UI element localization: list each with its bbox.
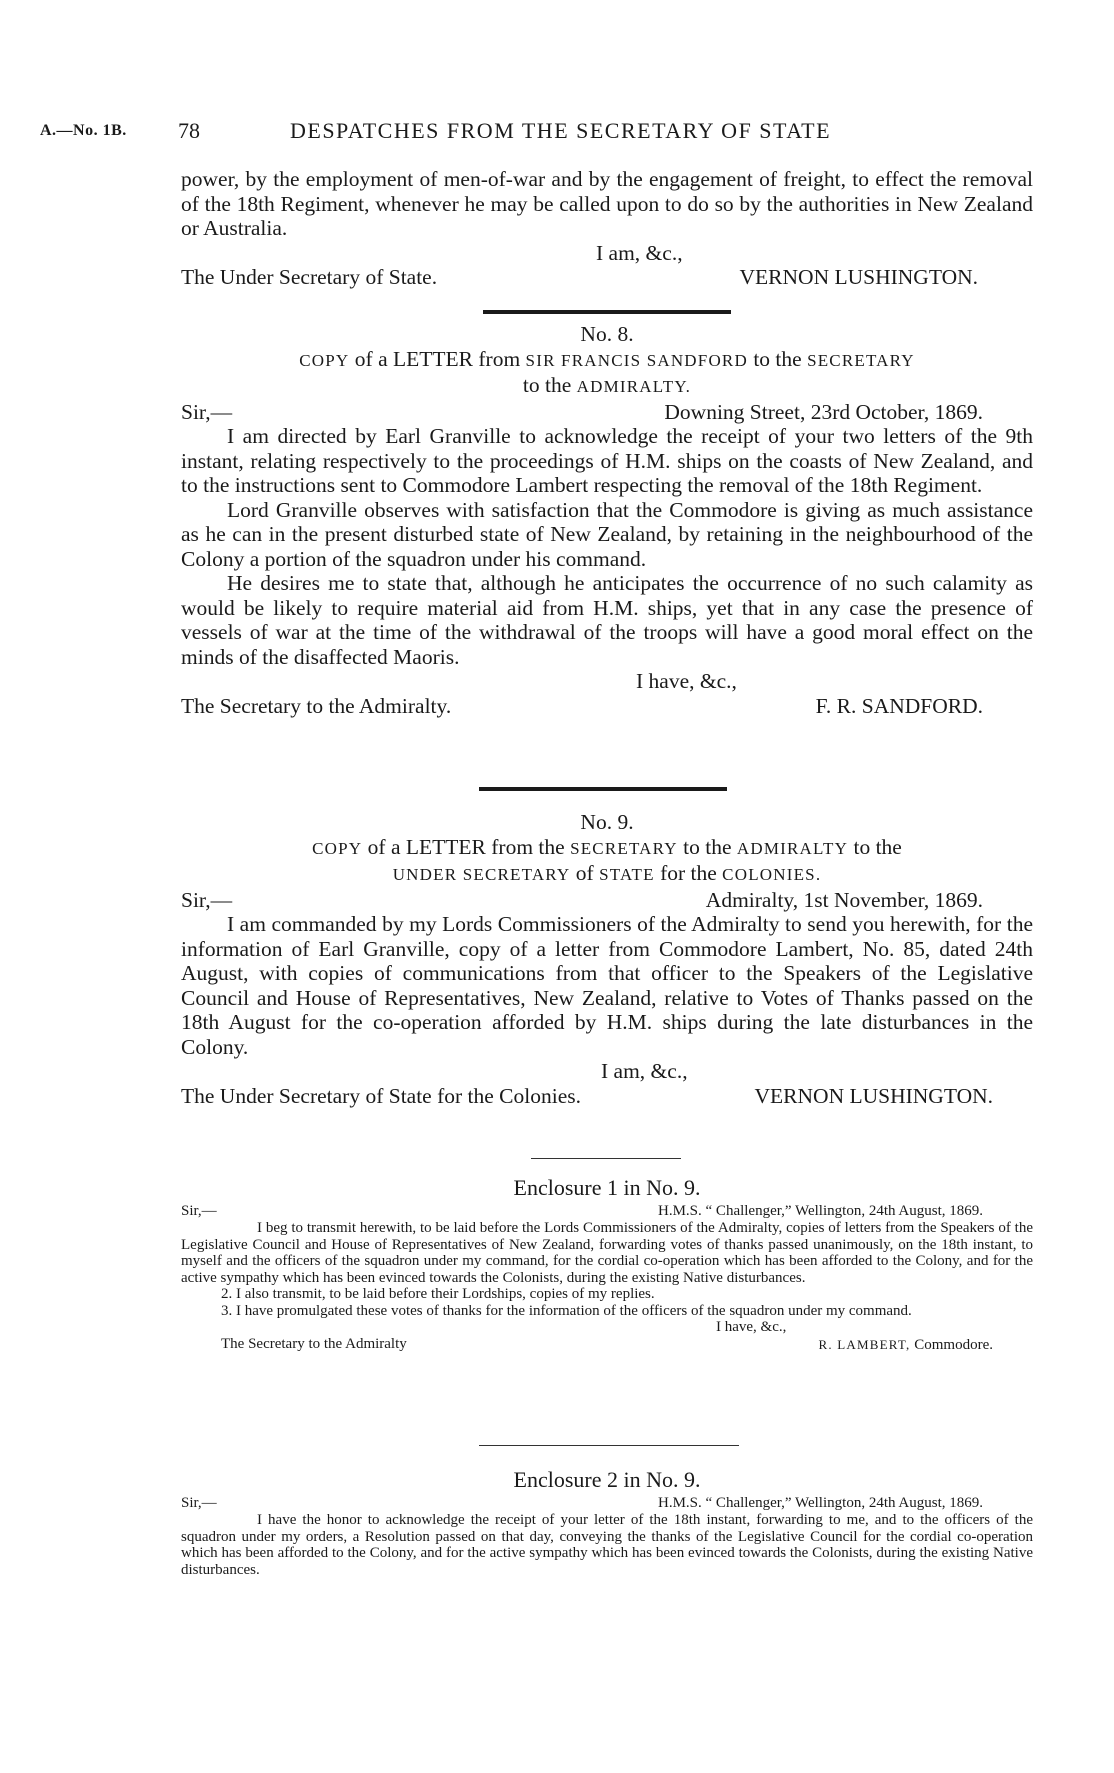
letter-number: No. 9. bbox=[580, 810, 634, 834]
document-reference: A.—No. 1B. bbox=[40, 122, 127, 139]
running-title: DESPATCHES FROM THE SECRETARY OF STATE bbox=[290, 118, 832, 143]
paragraph: He desires me to state that, although he anticipates the occurrence of no such calamity as would be likely to require material aid from H.M. ships, yet that in any case the presence of vessels of war at the time of the withdrawal of the troops will have a good moral effect on the minds of the disaffected Maoris. bbox=[181, 571, 1033, 669]
salutation-line bbox=[181, 888, 1033, 913]
letter-no-8 bbox=[181, 322, 1033, 718]
paragraph: Lord Granville observes with satisfaction that the Commodore is giving as much assistance as he can in the present disturbed state of New Zealand, by retaining in the neighbourhood of the Colony a portion of the squadron under his command. bbox=[181, 497, 1033, 571]
paragraph: I am commanded by my Lords Commissioners of the Admiralty to send you herewith, for the information of Earl Granville, copy of a letter from Commodore Lambert, No. 85, dated 24th August, with copies of communications from that officer to the Speakers of the Legislative Council and House of Representatives, New Zealand, relative to Votes of Thanks passed on the 18th August for the co-operation afforded by H.M. ships during the late disturbances in the Colony. bbox=[181, 912, 1033, 1059]
place-date: Admiralty, 1st November, 1869. bbox=[705, 887, 983, 912]
signature: VERNON LUSHINGTON. bbox=[754, 1083, 993, 1108]
continuation-paragraph: power, by the employment of men-of-war and by the engagement of freight, to effect the removal of the 18th Regiment, whenever he may be called upon to do so by the authorities in New Zealand or Australia. bbox=[181, 167, 1033, 240]
section-divider bbox=[0, 787, 1114, 791]
section-divider bbox=[0, 310, 1114, 314]
signature: VERNON LUSHINGTON. bbox=[739, 265, 978, 289]
addressee: The Under Secretary of State. bbox=[181, 265, 438, 289]
addressee: The Secretary to the Admiralty bbox=[221, 1336, 407, 1352]
salutation: Sir,— bbox=[181, 1203, 217, 1219]
place-date: H.M.S. “ Challenger,” Wellington, 24th August, 1869. bbox=[658, 1495, 983, 1511]
page-number: 78 bbox=[178, 118, 200, 143]
salutation: Sir,— bbox=[181, 1495, 217, 1511]
signature-line bbox=[181, 694, 1033, 719]
letter-heading: COPY of a LETTER from the SECRETARY to the ADMIRALTY to the bbox=[312, 834, 902, 859]
paragraph: I am directed by Earl Granville to acknowledge the receipt of your two letters of the 9th instant, relating respectively to the proceedings of H.M. ships on the coasts of New Zealand, and to the instructions sent to Commodore Lambert respecting the removal of the 18th Regiment. bbox=[181, 424, 1033, 497]
closing-phrase: I have, &c., bbox=[716, 1319, 787, 1335]
paragraph: 3. I have promulgated these votes of thanks for the information of the officers of the squadron under my command. bbox=[221, 1302, 912, 1319]
enclosure-title: Enclosure 2 in No. 9. bbox=[513, 1467, 701, 1492]
signature-line bbox=[181, 1084, 1033, 1109]
paragraph: I have the honor to acknowledge the receipt of your letter of the 18th instant, forwarding to me, and to the officers of the squadron under my orders, a Resolution passed on that day, conveying the thanks of the Legislative Council for the cordial co-operation which has been afforded to the Colony, and for the active sympathy which has been evinced towards the Colonists, during the existing Native disturbances. bbox=[181, 1512, 1033, 1578]
signature-line bbox=[181, 265, 1033, 290]
section-divider bbox=[0, 1445, 1114, 1446]
enclosure-1 bbox=[181, 1175, 1033, 1353]
letter-heading-line2: UNDER SECRETARY of STATE for the COLONIES. bbox=[392, 861, 822, 885]
closing-line bbox=[181, 1059, 1033, 1084]
enclosure-title: Enclosure 1 in No. 9. bbox=[513, 1175, 701, 1200]
place-date: H.M.S. “ Challenger,” Wellington, 24th August, 1869. bbox=[658, 1203, 983, 1219]
letter-heading-line2: to the ADMIRALTY. bbox=[522, 373, 692, 397]
page-header bbox=[40, 118, 1074, 148]
paragraph: 2. I also transmit, to be laid before their Lordships, copies of my replies. bbox=[221, 1286, 655, 1302]
closing-phrase: I am, &c., bbox=[601, 1059, 688, 1083]
signature: R. LAMBERT, Commodore. bbox=[818, 1337, 993, 1353]
closing-phrase: I am, &c., bbox=[596, 240, 683, 265]
place-date: Downing Street, 23rd October, 1869. bbox=[664, 399, 983, 424]
letter-heading: COPY of a LETTER from SIR FRANCIS SANDFORD to the SECRETARY bbox=[299, 346, 915, 371]
enclosure-2 bbox=[181, 1467, 1033, 1578]
signature-line bbox=[181, 1336, 1033, 1353]
salutation: Sir,— bbox=[181, 887, 233, 912]
continuation-letter bbox=[181, 167, 1033, 290]
paragraph: I beg to transmit herewith, to be laid before the Lords Commissioners of the Admiralty, copies of letters from the Speakers of the Legislative Council and House of Representatives of New Zealand, forwarding votes of thanks passed unanimously, on the 18th instant, to myself and the officers of the squadron under my command, for the cordial co-operation which has been afforded to the Colony, and for the active sympathy which has been evinced towards the Colonists, during the existing Native disturbances. bbox=[181, 1220, 1033, 1286]
addressee: The Secretary to the Admiralty. bbox=[181, 693, 452, 718]
closing-line bbox=[181, 1319, 1033, 1336]
salutation-line bbox=[181, 1203, 1033, 1220]
letter-number: No. 8. bbox=[580, 322, 634, 346]
salutation-line bbox=[181, 400, 1033, 425]
closing-line bbox=[181, 669, 1033, 694]
closing-line bbox=[181, 241, 1033, 266]
letter-no-9 bbox=[181, 810, 1033, 1108]
addressee: The Under Secretary of State for the Colonies. bbox=[181, 1083, 582, 1108]
salutation-line bbox=[181, 1495, 1033, 1512]
closing-phrase: I have, &c., bbox=[636, 669, 737, 693]
salutation: Sir,— bbox=[181, 399, 233, 424]
signature: F. R. SANDFORD. bbox=[815, 693, 983, 718]
section-divider bbox=[0, 1158, 1114, 1159]
